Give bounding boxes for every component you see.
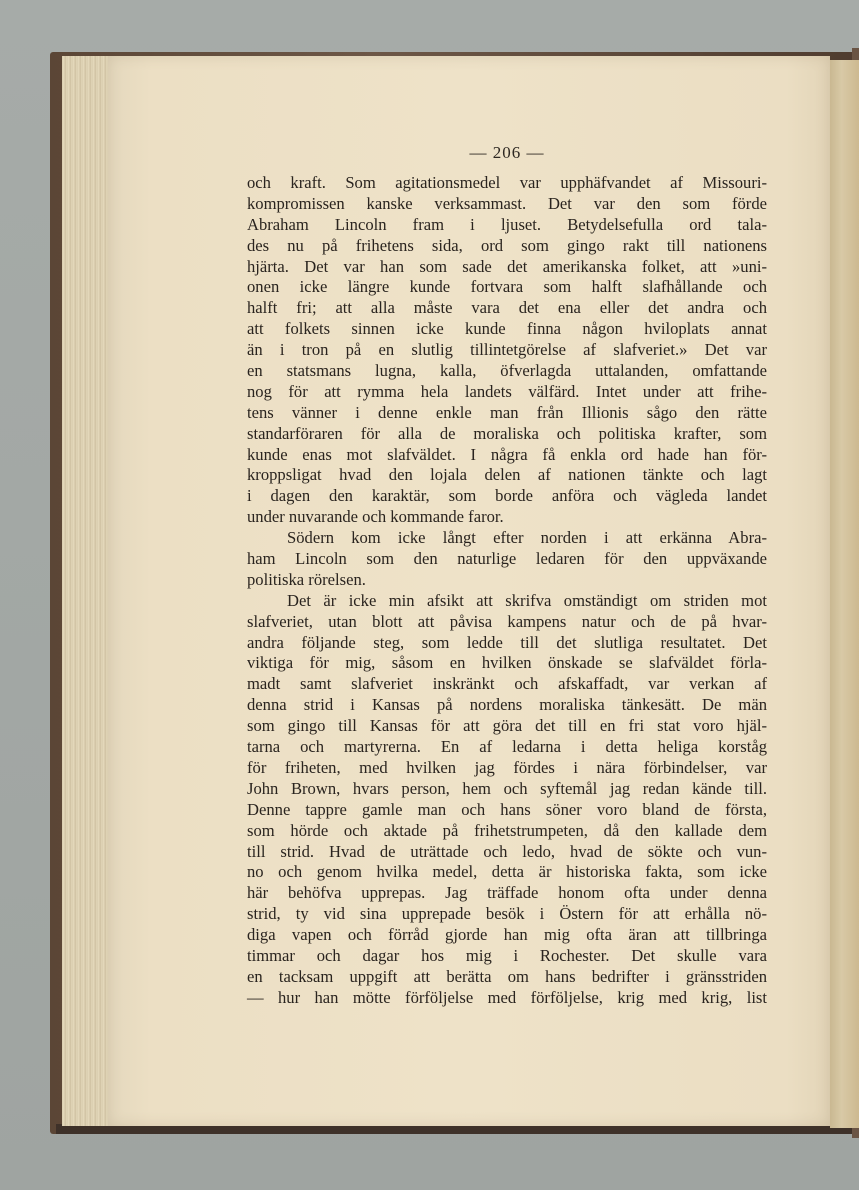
text-line: tarna och martyrerna. En af ledarna i detta heliga korståg <box>247 737 767 757</box>
text-line: denna strid i Kansas på nordens moraliska tänkesätt. De män <box>247 695 767 715</box>
paragraph-end-line: under nuvarande och kommande faror. <box>247 507 504 527</box>
text-line: halft fri; att alla måste vara det ena eller det andra och <box>247 298 767 318</box>
body-text <box>247 173 767 1009</box>
text-line: viktiga för mig, såsom en hvilken önskade se slafväldet förla- <box>247 653 767 673</box>
text-line: nog för att rymma hela landets välfärd. Intet under att frihe- <box>247 381 767 401</box>
text-line: slafveriet, utan blott att påvisa kampens natur och de på hvar- <box>247 611 767 631</box>
text-line: än i tron på en slutlig tillintetgörelse af slafveriet.» Det var <box>247 340 767 360</box>
text-line: kunde enas mot slafväldet. I några få enkla ord hade han för- <box>247 444 767 464</box>
text-line: strid, ty vid sina upprepade besök i Östern för att erhålla nö- <box>247 904 767 924</box>
paragraph-end-line: politiska rörelsen. <box>247 569 366 589</box>
text-line: andra följande steg, som ledde till det slutliga resultatet. Det <box>247 632 767 652</box>
paragraph-start-line: Södern kom icke långt efter norden i att erkänna Abra- <box>287 528 767 548</box>
text-line: standarföraren för alla de moraliska och politiska krafter, som <box>247 423 767 443</box>
text-line: diga vapen och förråd gjorde han mig ofta äran att tillbringa <box>247 925 767 945</box>
text-line: i dagen den karaktär, som borde anföra och vägleda landet <box>247 486 767 506</box>
text-line: Abraham Lincoln fram i ljuset. Betydelsefulla ord tala- <box>247 214 767 234</box>
text-line: kompromissen kanske verksammast. Det var den som förde <box>247 193 767 213</box>
text-line: madt samt slafveriet inskränkt och afskaffadt, var verkan af <box>247 674 767 694</box>
text-line: som gingo till Kansas för att göra det till en fri stat voro hjäl- <box>247 716 767 736</box>
text-line: tens vänner i denne enkle man från Illionis sågo den rätte <box>247 402 767 422</box>
facing-page-edge <box>830 60 859 1128</box>
text-line: — hur han mötte förföljelse med förföljelse, krig med krig, list <box>247 987 767 1007</box>
paragraph-start-line: Det är icke min afsikt att skrifva omständigt om striden mot <box>287 590 767 610</box>
text-line: till strid. Hvad de uträttade och ledo, hvad de sökte och vun- <box>247 841 767 861</box>
text-line: och kraft. Som agitationsmedel var upphäfvandet af Missouri- <box>247 173 767 192</box>
text-line: en tacksam uppgift att berätta om hans bedrifter i gränsstriden <box>247 966 767 986</box>
text-line: en statsmans lugna, kalla, öfverlagda uttalanden, omfattande <box>247 361 767 381</box>
text-line: des nu på frihetens sida, ord som gingo rakt till nationens <box>247 235 767 255</box>
page-number: — 206 — <box>469 143 545 162</box>
text-line: för friheten, med hvilken jag fördes i nära förbindelser, var <box>247 757 767 777</box>
text-line: timmar och dagar hos mig i Rochester. Det skulle vara <box>247 945 767 965</box>
text-line: att folkets sinnen icke kunde finna någon hviloplats annat <box>247 319 767 339</box>
text-line: hjärta. Det var han som sade det amerikanska folket, att »uni- <box>247 256 767 276</box>
text-line: no och genom hvilka medel, detta är historiska fakta, som icke <box>247 862 767 882</box>
text-line: här behöfva upprepas. Jag träffade honom ofta under denna <box>247 883 767 903</box>
page-stack-edges <box>62 56 110 1126</box>
text-line: onen icke längre kunde fortvara som halft slafhållande och <box>247 277 767 297</box>
text-line: John Brown, hvars person, hem och syftemål jag redan kände till. <box>247 778 767 798</box>
text-line: kroppsligat hvad den lojala delen af nationen tänkte och lagt <box>247 465 767 485</box>
text-line: ham Lincoln som den naturlige ledaren för den uppväxande <box>247 549 767 569</box>
text-line: Denne tappre gamle man och hans söner voro bland de första, <box>247 799 767 819</box>
text-line: som hörde och aktade på frihetstrumpeten, då den kallade dem <box>247 820 767 840</box>
